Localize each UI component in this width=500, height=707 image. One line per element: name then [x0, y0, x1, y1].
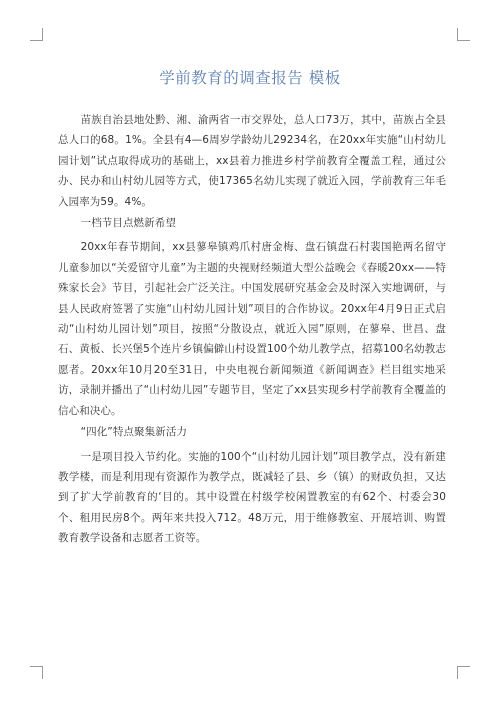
- crop-mark-bottom-right: [457, 666, 470, 679]
- paragraph-intro: 苗族自治县地处黔、湘、渝两省一市交界处，总人口73万，其中，苗族占全县总人口的68。1%。全县有4—6周岁学龄幼儿29234名，在20xx年实施“山村幼儿园计划”试点取得成功的基础上，xx县着力推进乡村学前教育全覆盖工程，通过公办、民办和山村幼儿园等方式，使17365名幼儿实现了就近入园，学前教育三年毛入园率为59。4%。: [58, 114, 446, 208]
- document-title: 学前教育的调查报告 模板: [159, 69, 341, 87]
- crop-mark-top-right: [457, 28, 470, 41]
- crop-mark-top-left: [30, 28, 43, 41]
- section-heading-four-features: “四化”特点聚集新活力: [80, 426, 188, 439]
- section-heading-new-hope: 一档节目点燃新希望: [80, 217, 176, 230]
- document-body: [58, 110, 446, 549]
- crop-mark-bottom-left: [30, 666, 43, 679]
- paragraph-program: 20xx年春节期间，xx县蓼皋镇鸡爪村唐金梅、盘石镇盘石村裴国艳两名留守儿童参加以“关爱留守儿童”为主题的央视财经频道大型公益晚会《春暖20xx——特殊家长会》节目，引起社会广泛关注。中国发展研究基金会及时深入实地调研，与县人民政府签署了实施“山村幼儿园计划”项目的合作协议。20xx年4月9日正式启动“山村幼儿园计划”项目，按照“分散设点，就近入园”原则，在蓼皋、世昌、盘石、黄板、长兴堡5个连片乡镇偏僻山村设置100个幼儿教学点，招募100名幼教志愿者。20xx年10月20至31日，中央电视台新闻频道《新闻调查》栏目组实地采访，录制并播出了“山村幼儿园”专题节目，坚定了xx县实现乡村学前教育全覆盖的信心和决心。: [58, 241, 446, 417]
- paragraph-investment: 一是项目投入节约化。实施的100个“山村幼儿园计划”项目教学点，没有新建教学楼，而是利用现有资源作为教学点，既减轻了县、乡（镇）的财政负担，又达到了扩大学前教育的‘目的。其中设置在村级学校闲置教室的有62个、村委会30个、租用民房8个。两年来共投入712。48万元，用于维修教室、开展培训、购置教育教学设备和志愿者工资等。: [58, 450, 446, 545]
